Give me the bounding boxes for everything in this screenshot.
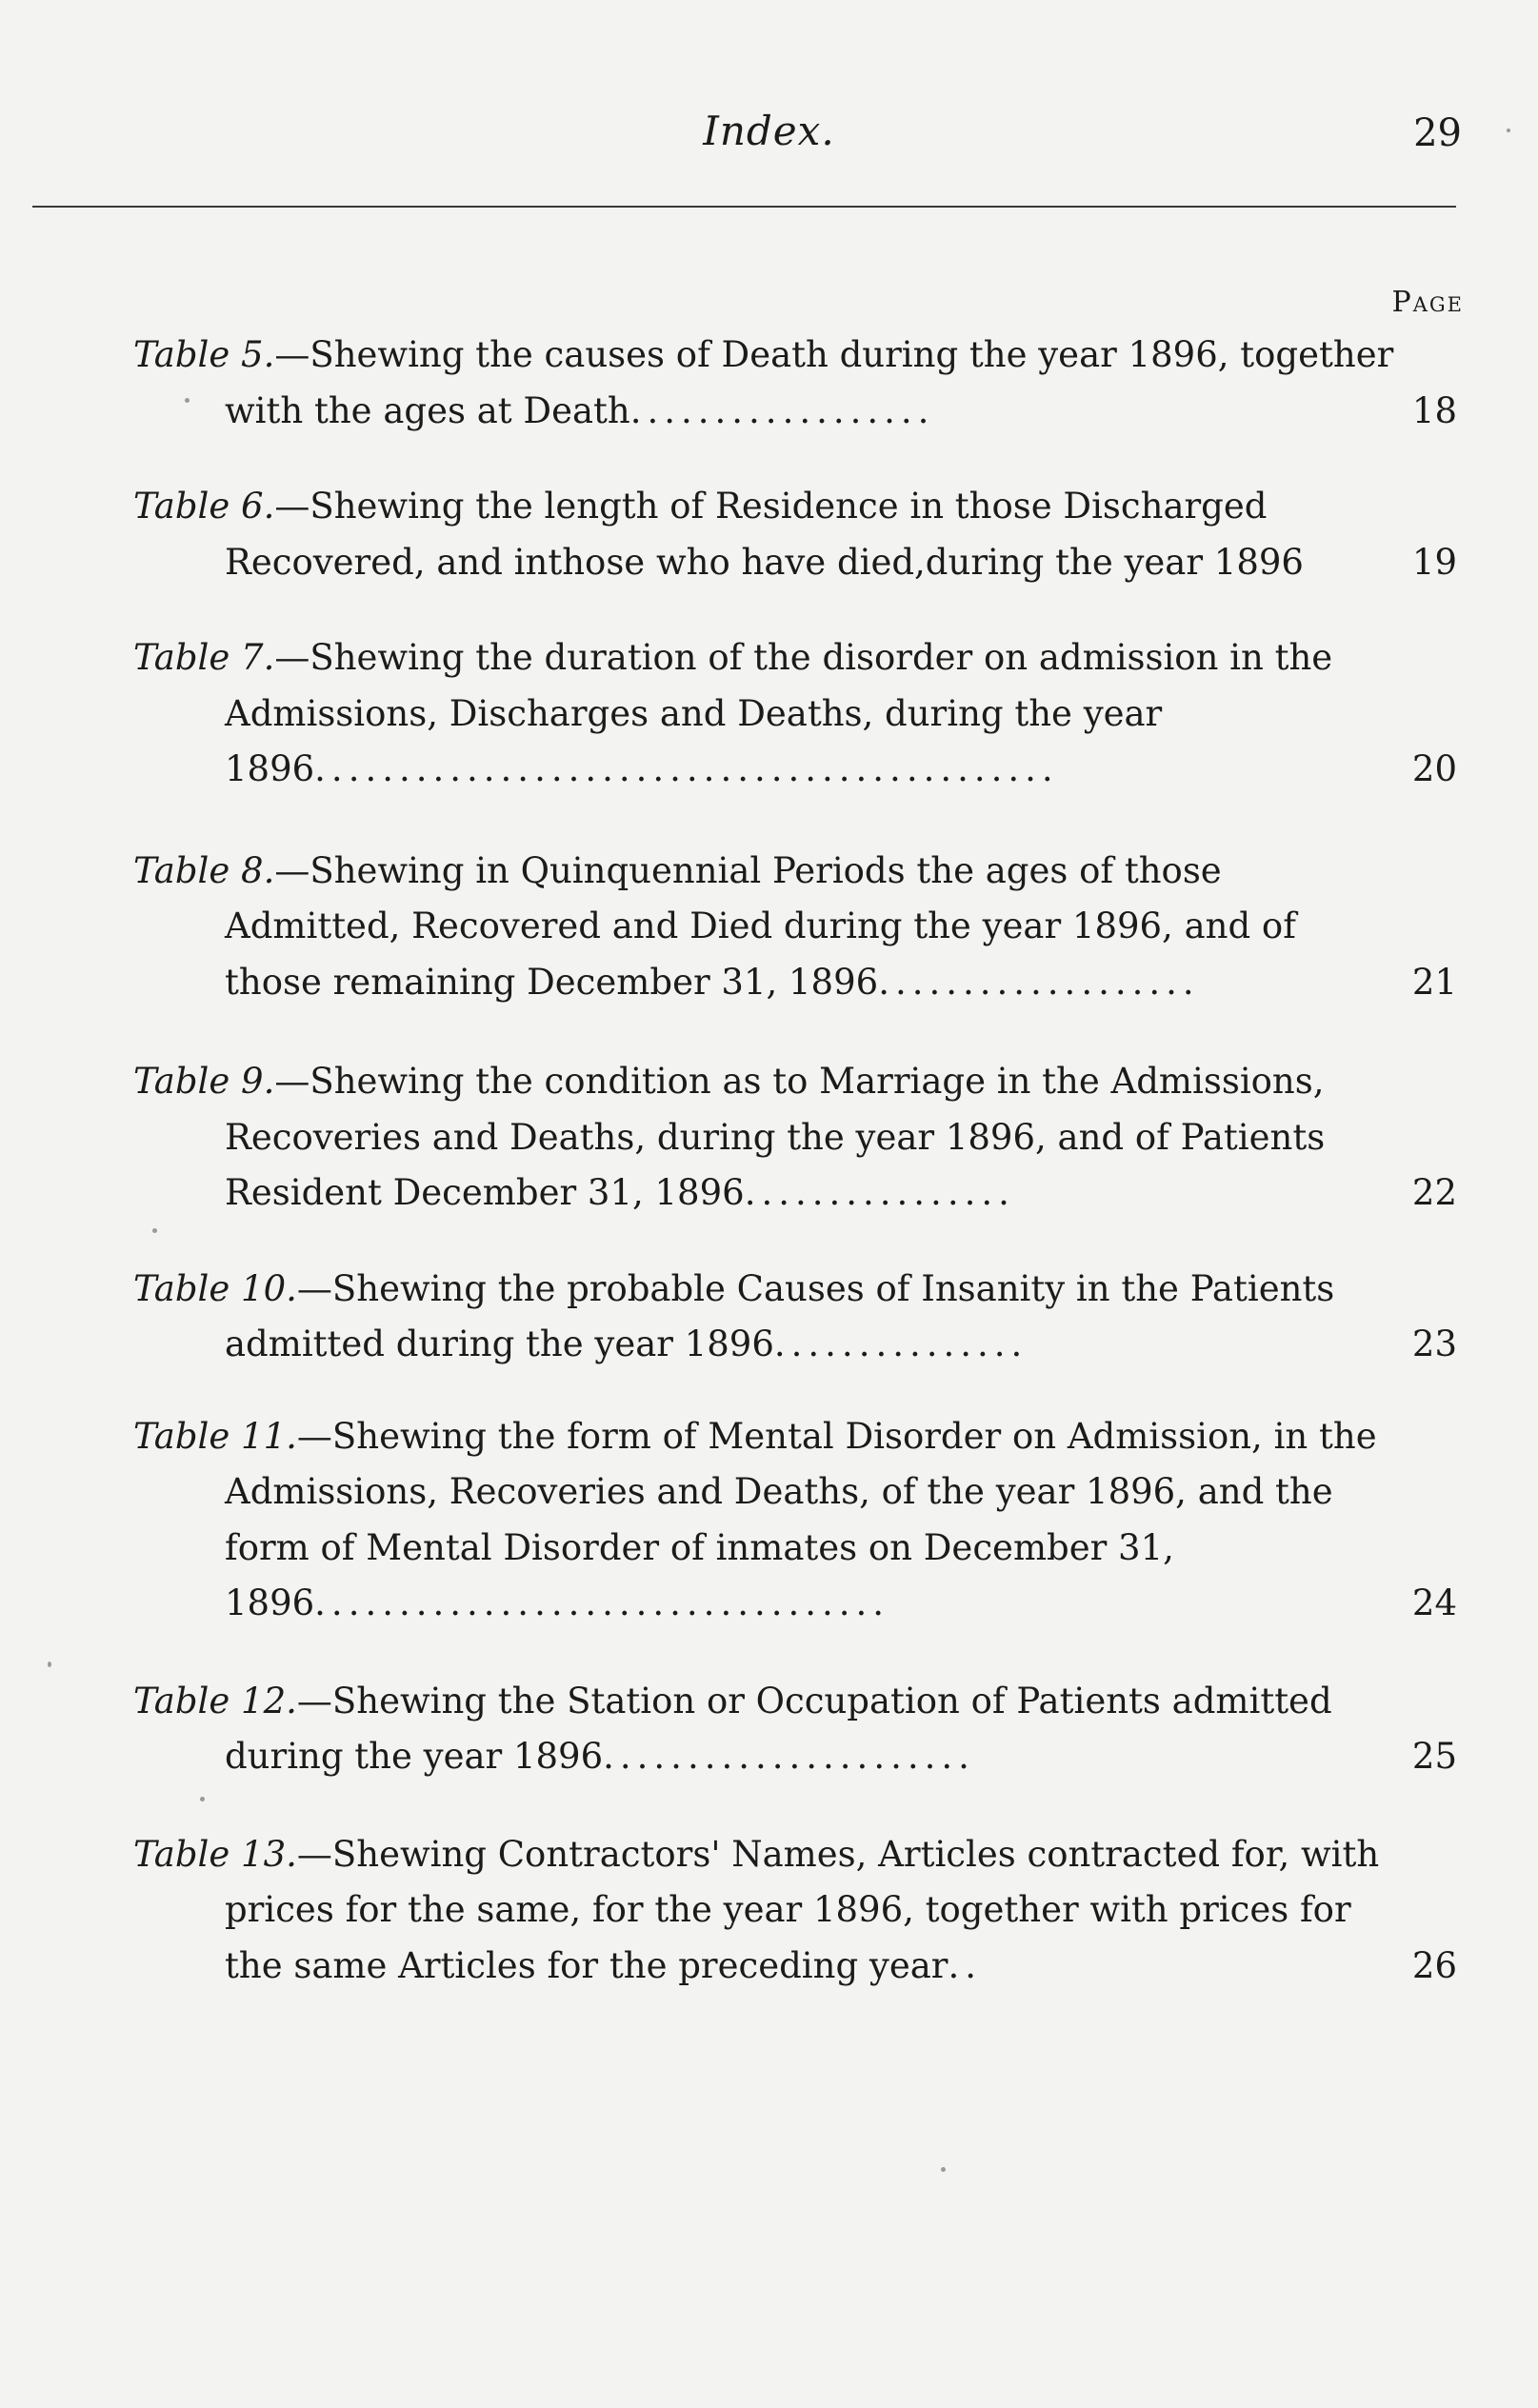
dot-leader: .. xyxy=(948,1944,982,1986)
index-entry-table-7: Table 7.—Shewing the duration of the disorder on admission in the Admissions, Discharges and Deaths, during the year 1896............................................ 20 xyxy=(133,630,1457,798)
entry-page-ref: 26 xyxy=(1411,1944,1457,1986)
index-entry-table-9: Table 9.—Shewing the condition as to Marriage in the Admissions, Recoveries and Deaths, during the year 1896, and of Patients Resident December 31, 1896................ 22 xyxy=(133,1054,1457,1222)
entry-page-ref: 25 xyxy=(1411,1736,1457,1777)
entry-label: Table 8. xyxy=(133,849,275,891)
index-entry-table-13: Table 13.—Shewing Contractors' Names, Articles contracted for, with prices for the same, for the year 1896, together with prices for the same Articles for the preceding year.. 26 xyxy=(133,1827,1457,1995)
entry-label: Table 5. xyxy=(133,334,275,375)
paper-speck xyxy=(1507,129,1510,132)
dot-leader: .................................. xyxy=(314,1582,890,1623)
paper-speck xyxy=(48,1662,51,1667)
entry-text: Shewing Contractors' Names, Articles contracted for, with prices for the same, for the year 1896, together with prices for the same Articles for the preceding year xyxy=(225,1833,1380,1986)
index-entry-table-8: Table 8.—Shewing in Quinquennial Periods the ages of those Admitted, Recovered and Died during the year 1896, and of those remaining December 31, 1896................... 21 xyxy=(133,844,1457,1011)
entry-label: Table 13. xyxy=(133,1833,297,1875)
index-entry-table-10: Table 10.—Shewing the probable Causes of Insanity in the Patients admitted during the year 1896............... 23 xyxy=(133,1262,1457,1373)
entry-text: Shewing the condition as to Marriage in the Admissions, Recoveries and Deaths, during the year 1896, and of Patients Resident December 31, 1896 xyxy=(225,1061,1326,1213)
index-entries xyxy=(133,328,1457,2034)
entry-text: Shewing in Quinquennial Periods the ages of those Admitted, Recovered and Died during the year 1896, and of those remaining December 31, 1896 xyxy=(225,849,1296,1003)
entry-label: Table 6. xyxy=(133,486,275,527)
header-rule xyxy=(32,206,1456,208)
paper-speck xyxy=(941,2167,946,2172)
entry-text: Shewing the length of Residence in those Discharged Recovered, and inthose who have died,during the year 1896 xyxy=(225,486,1304,583)
entry-page-ref: 21 xyxy=(1411,961,1457,1003)
entry-page-ref: 23 xyxy=(1411,1323,1457,1364)
entry-label: Table 9. xyxy=(133,1061,275,1102)
index-entry-table-12: Table 12.—Shewing the Station or Occupation of Patients admitted during the year 1896...................... 25 xyxy=(133,1674,1457,1785)
entry-text: Shewing the form of Mental Disorder on Admission, in the Admissions, Recoveries and Deaths, of the year 1896, and the form of Mental Disorder of inmates on December 31, 1896 xyxy=(225,1415,1377,1623)
paper-speck xyxy=(185,398,190,403)
paper-speck xyxy=(152,1228,157,1233)
entry-page-ref: 18 xyxy=(1411,389,1457,431)
running-head xyxy=(0,100,1538,157)
entry-page-ref: 19 xyxy=(1411,541,1457,583)
index-entry-table-6: Table 6.—Shewing the length of Residence in those Discharged Recovered, and inthose who have died,during the year 1896 19 xyxy=(133,479,1457,590)
dot-leader: ................... xyxy=(878,961,1200,1003)
page-column-heading: Page xyxy=(1391,286,1464,319)
entry-page-ref: 20 xyxy=(1411,748,1457,789)
dot-leader: ............................................ xyxy=(314,748,1059,789)
page-number: 29 xyxy=(1413,111,1462,155)
entry-text: Shewing the Station or Occupation of Patients admitted during the year 1896 xyxy=(225,1680,1332,1777)
dot-leader: ...................... xyxy=(603,1736,975,1777)
entry-label: Table 10. xyxy=(133,1267,297,1309)
entry-text: Shewing the duration of the disorder on admission in the Admissions, Discharges and Deaths, during the year 1896 xyxy=(225,637,1333,789)
entry-page-ref: 22 xyxy=(1411,1172,1457,1213)
dot-leader: ................ xyxy=(744,1172,1015,1213)
entry-page-ref: 24 xyxy=(1411,1582,1457,1623)
entry-label: Table 11. xyxy=(133,1415,297,1457)
index-entry-table-5: Table 5.—Shewing the causes of Death during the year 1896, together with the ages at Death.................. 18 xyxy=(133,328,1457,439)
entry-text: Shewing the probable Causes of Insanity in the Patients admitted during the year 1896 xyxy=(225,1267,1335,1364)
entry-label: Table 12. xyxy=(133,1680,297,1721)
paper-speck xyxy=(200,1797,205,1801)
entry-label: Table 7. xyxy=(133,637,275,678)
entry-text: Shewing the causes of Death during the year 1896, together with the ages at Death xyxy=(225,334,1394,431)
page-title: Index. xyxy=(703,108,835,154)
dot-leader: .................. xyxy=(629,389,935,431)
dot-leader: ............... xyxy=(773,1323,1029,1364)
index-entry-table-11: Table 11.—Shewing the form of Mental Disorder on Admission, in the Admissions, Recoveries and Deaths, of the year 1896, and the form of Mental Disorder of inmates on December 31, 1896.................................. 24 xyxy=(133,1409,1457,1632)
